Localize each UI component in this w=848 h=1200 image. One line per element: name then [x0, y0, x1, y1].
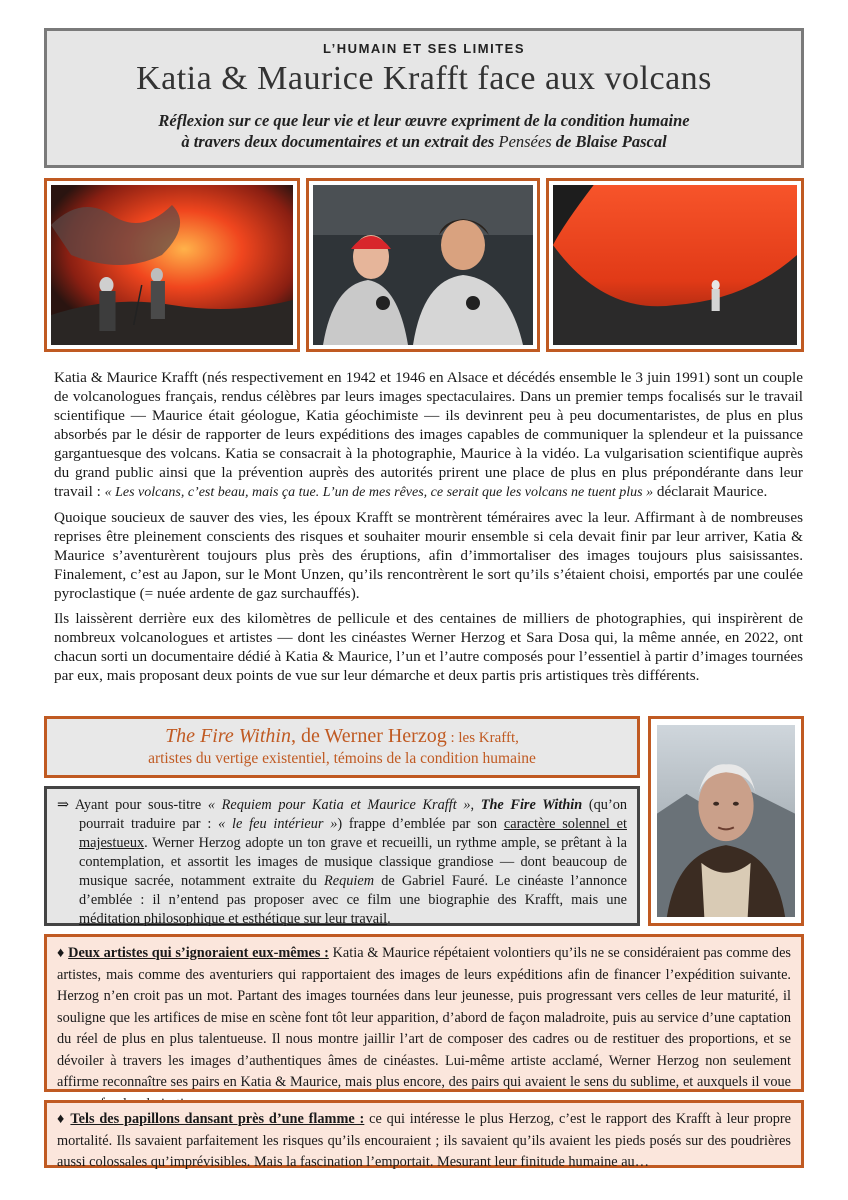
box1-t1: Ayant pour sous-titre [74, 797, 208, 813]
artists-text: Katia & Maurice répétaient volontiers qu’ils ne se considéraient pas comme des artistes, mais comme des aventuriers qui rapportaient des images de leurs expéditions afin de financer l’expédition suivante. Herzog n’en croit pas un mot. Partant des images tournées dans leur jeunesse, puis progressant vers celles de leur maturité, il souligne que les artifices de mise en scène font tôt leur apparition, d’abord de façon maladroite, puis au service d’une captation du réel de plus en plus talentueuse. Il nous montre jaillir l’art de composer des cadres ou de restituer des proportions, et se dévoiler à travers les images d’authentiques âmes de cinéastes. Lui-même artiste acclamé, Werner Herzog non seulement affirme reconnaître ses pairs en Katia & Maurice, mais plus encore, des pairs qui avaient le sens du sublime, et auxquels il voue [57, 945, 791, 1090]
butterflies-text: ce qui intéresse le plus Herzog, c’est le rapport des Krafft à leur propre mortalité. Ils savaient parfaitement les risques qu’ils encouraient ; ils savaient qu’ils avaient les pieds posés sur des poudrières aussi colossales qu’imprévisibles. Mais la fascination l’emportait. Mesurant leur finitude humaine au… [57, 1111, 791, 1170]
page-title: Katia & Maurice Krafft face aux volcans [136, 60, 712, 97]
box1-t7: . [387, 911, 391, 927]
subtitle-line2-after: de Blaise Pascal [551, 132, 667, 151]
herzog-intro-box [44, 786, 640, 926]
section-title-rest: , de Werner Herzog [290, 725, 447, 747]
artists-box [44, 934, 804, 1092]
subtitle-line2 [47, 131, 801, 152]
box1-t4: ) frappe d’emblée par son [337, 816, 504, 832]
box1-t3: (qu’on pourrait traduire par : [79, 797, 628, 832]
photo-herzog-portrait [648, 716, 804, 926]
diamond-bullet-icon: ♦ [57, 945, 69, 961]
section-heading [44, 716, 640, 778]
artists-paragraph [57, 943, 791, 1115]
intro-p1-text: Katia & Maurice Krafft (nés respectivement en 1942 et 1946 en Alsace et décédés ensemble le 3 juin 1991) sont un couple de volcanologues français, rendus célèbres par leurs images spectaculaires. Dans un premier temps focalisés sur le travail scientifique — Maurice était géologue, Katia géochimiste — ils devinrent peu à peu documentaristes, de plus en plus absorbés par le désir de rapporter de leurs expéditions des images capables de communiquer la splendeur et la puissance gargantuesque des volcans. Katia se consacrait à la photographie, Maurice à la vidéo. La vulgarisation scientifique auprès du grand public ainsi que la prévention auprès des autorités prirent une place de plus en plus prépondérante dans leur travail : [54, 369, 803, 500]
arrow-icon: ⇒ [57, 797, 75, 813]
herzog-intro-paragraph [57, 796, 627, 929]
box1-film-title: The Fire Within [480, 797, 583, 813]
intro-paragraph-2: Quoique soucieux de sauver des vies, les époux Krafft se montrèrent téméraires avec la leur. Affirmant à de nombreuses reprises être pleinement conscients des risques et souhaiter mourir ensemble si cela devait finir par leur arriver, Katia & Maurice s’aventurèrent toujours plus près des éruptions, afin d’immortaliser des images toujours plus saisissantes. Finalement, c’est au Japon, sur le Mont Unzen, qu’ils rencontrèrent le sort qu’ils s’étaient choisi, emportés par une coulée pyroclastique (= nuée ardente de gaz surchauffés). [54, 509, 803, 602]
box1-t5: . Werner Herzog adopte un ton grave et recueilli, un rythme ample, se prêtant à la contemplation, et assortit les images de musique classique grandiose — dont beaucoup de musique sacrée, notamment extraite du [79, 835, 627, 889]
box1-requiem: Requiem [324, 873, 375, 889]
lava-image [553, 185, 797, 345]
box1-translation-quote: « le feu intérieur » [218, 816, 338, 832]
intro-text [54, 368, 803, 691]
box1-underline-1: caractère solennel et majestueux [79, 816, 627, 851]
section-title-small: : les Krafft, [446, 730, 519, 746]
film-title: The Fire Within [165, 725, 291, 747]
box1-t6: de Gabriel Fauré. Le cinéaste l’annonce d’emblée : il n’entend pas proposer avec ce film une biographie des Krafft, mais une [79, 873, 627, 908]
diamond-bullet-icon: ♦ [57, 1111, 71, 1127]
photo-lava-figure [546, 178, 804, 352]
artists-lead: Deux artistes qui s’ignoraient eux-mêmes : [68, 945, 329, 961]
intro-paragraph-3: Ils laissèrent derrière eux des kilomètres de pellicule et des centaines de milliers de photographies, qui inspirèrent de nombreux volcanologues et artistes — dont les cinéastes Werner Herzog et Sara Dosa qui, la même année, en 2022, ont chacun sorti un documentaire dédié à Katia & Maurice, l’un et l’autre composés pour l’essentiel à partir d’images tournées par eux, mais proposant deux points de vue sur leur démarche et deux partis pris artistiques très différents. [54, 610, 803, 684]
maurice-quote: « Les volcans, c’est beau, mais ça tue. L’un de mes rêves, ce serait que les volcans ne tuent plus » [104, 485, 654, 500]
subtitle-line2-em: Pensées [498, 132, 552, 151]
header-panel [44, 28, 804, 168]
box1-t2: , [470, 797, 481, 813]
photo-eruption-silhouettes [44, 178, 300, 352]
subtitle [47, 110, 801, 152]
section-heading-line2: artistes du vertige existentiel, témoins de la condition humaine [148, 750, 536, 767]
herzog-image [657, 725, 795, 917]
kicker: L’HUMAIN ET SES LIMITES [322, 41, 526, 56]
section-heading-line1 [47, 725, 637, 748]
eruption-image [51, 185, 293, 345]
butterflies-paragraph [57, 1109, 791, 1174]
couple-image [313, 185, 533, 345]
photo-krafft-couple [306, 178, 540, 352]
butterflies-box [44, 1100, 804, 1168]
intro-paragraph-1 [54, 368, 803, 502]
butterflies-lead: Tels des papillons dansant près d’une flamme : [70, 1111, 365, 1127]
subtitle-line2-before: à travers deux documentaires et un extrait des [181, 132, 499, 151]
box1-subtitle-quote: « Requiem pour Katia et Maurice Krafft » [207, 797, 471, 813]
intro-p1-end: déclarait Maurice. [653, 483, 768, 500]
subtitle-line1: Réflexion sur ce que leur vie et leur œuvre expriment de la condition humaine [158, 111, 690, 130]
box1-underline-2: méditation philosophique et esthétique sur leur travail [79, 911, 388, 927]
